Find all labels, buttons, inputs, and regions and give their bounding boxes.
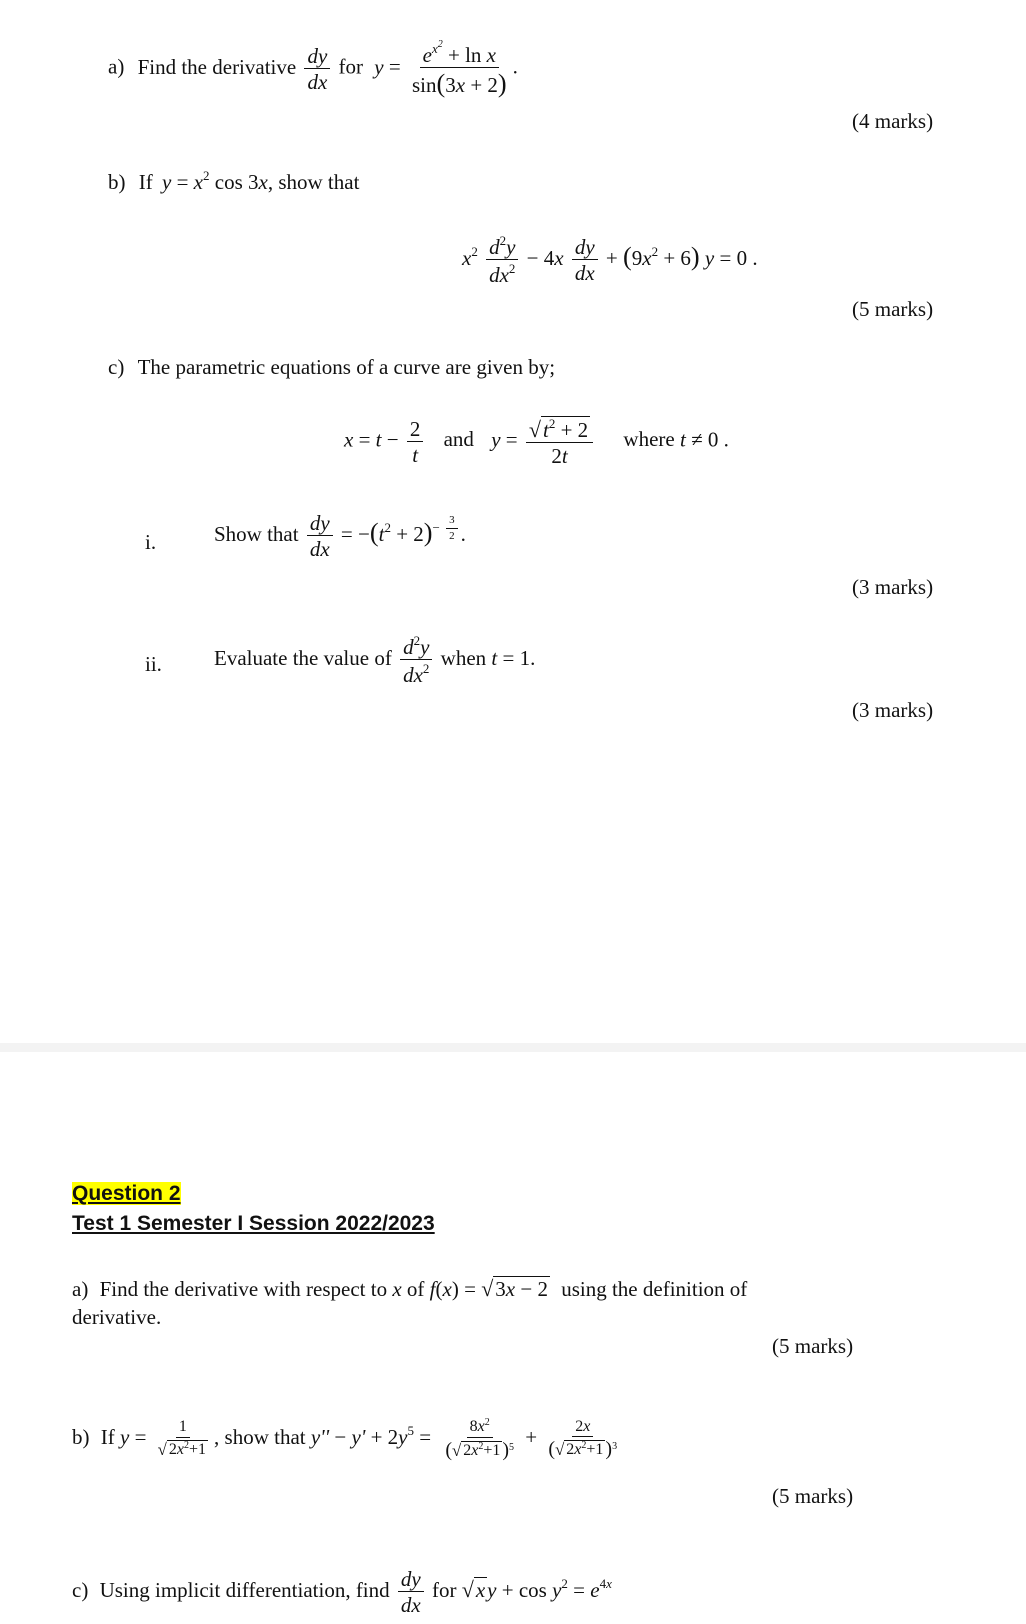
q1a-label: a) [108,54,125,79]
q1a-text: Find the derivative [137,54,297,79]
q1a-function: $\frac{e^{x^2} + \ln x}{\sin(3x + 2)}$ [411,39,507,99]
question-2-subheading: Test 1 Semester I Session 2022/2023 [72,1212,435,1235]
q2c-for: for [431,1577,457,1602]
q1b-identity: $x^2$ $\frac{d^2y}{dx^2}$ − 4x $\frac{dy}{dx}$ + $(9x^2 + 6) y = 0$ . [462,233,758,288]
q2-part-b: b) If y = 1 √ $2x^2+1$ , show that $y'' - y' + 2y^5$ = $8x^2$ ( √ $2x^2+1$ )$^5$ + 2x ( √ $2x^2+1$ )$^3$ [72,1417,618,1461]
q1c-i-text: Show that [214,521,299,546]
q2a-marks: (5 marks) [772,1334,854,1358]
q1b-equation: $y = x^2$ cos 3x [162,168,268,194]
q1c-and: and [443,427,474,452]
q1c-text: The parametric equations of a curve are given by; [137,355,556,379]
q1a-y: y [374,54,384,79]
q1-part-c [108,355,555,380]
q1c-ii-label: ii. [145,652,162,676]
q2a-text3: using the definition of [561,1277,748,1301]
q1c-ii-marks: (3 marks) [852,698,934,722]
q2b-show-that: , show that [214,1425,306,1450]
q2-part-a: a) Find the derivative with respect to x of f(x) = √ 3x − 2 using the definition of [72,1276,748,1301]
q2c-text: Using implicit differentiation, find [99,1577,390,1602]
q1a-dydx: $\frac{dy}{dx}$ [304,45,330,93]
q1b-label: b) [108,170,126,194]
q2a-text2: of [406,1277,425,1301]
q1a-marks: (4 marks) [852,109,934,133]
q1-part-a: a) Find the derivative $\frac{dy}{dx}$ for y = $\frac{e^{x^2} + \ln x}{\sin(3x + 2)}$ . [108,39,518,99]
page-separator [0,1043,1026,1052]
q1c-where: where [623,427,675,452]
q1c-i-marks: (3 marks) [852,575,934,599]
q1c-parametric: x = t − $\frac{2}{t}$ and y = √ $t^2 + 2$ 2t where t ≠ 0 . [344,416,729,469]
q1c-label: c) [108,355,125,379]
q2b-marks: (5 marks) [772,1484,854,1508]
q1c-ii-when: when [440,645,487,670]
q2a-text4: derivative. [72,1305,162,1329]
q2b-if: If [100,1425,115,1450]
q1-part-b [108,168,359,195]
q1c-ii: Evaluate the value of $\frac{d^2y}{dx^2}$ when t = 1. [214,633,536,688]
q1c-ii-text: Evaluate the value of [214,645,392,670]
q2-part-c: c) Using implicit differentiation, find $\frac{dy}{dx}$ for √ x $y + \cos y^2 = e^{4x}$ [72,1567,612,1618]
q2a-text1: Find the derivative with respect to [99,1277,388,1301]
q1a-for: for [338,54,364,79]
q1c-i: Show that $\frac{dy}{dx}$ = $-(t^2 + 2)^{- \frac{3}{2}}$ . [214,511,466,562]
q1b-if: If [138,170,153,194]
q1c-i-label: i. [145,530,157,554]
q1b-marks: (5 marks) [852,297,934,321]
q2b-label: b) [72,1425,90,1450]
q1b-show-that: , show that [267,170,360,194]
q2c-label: c) [72,1577,89,1602]
question-2-heading: Question 2 [72,1182,181,1205]
q2a-label: a) [72,1277,89,1301]
